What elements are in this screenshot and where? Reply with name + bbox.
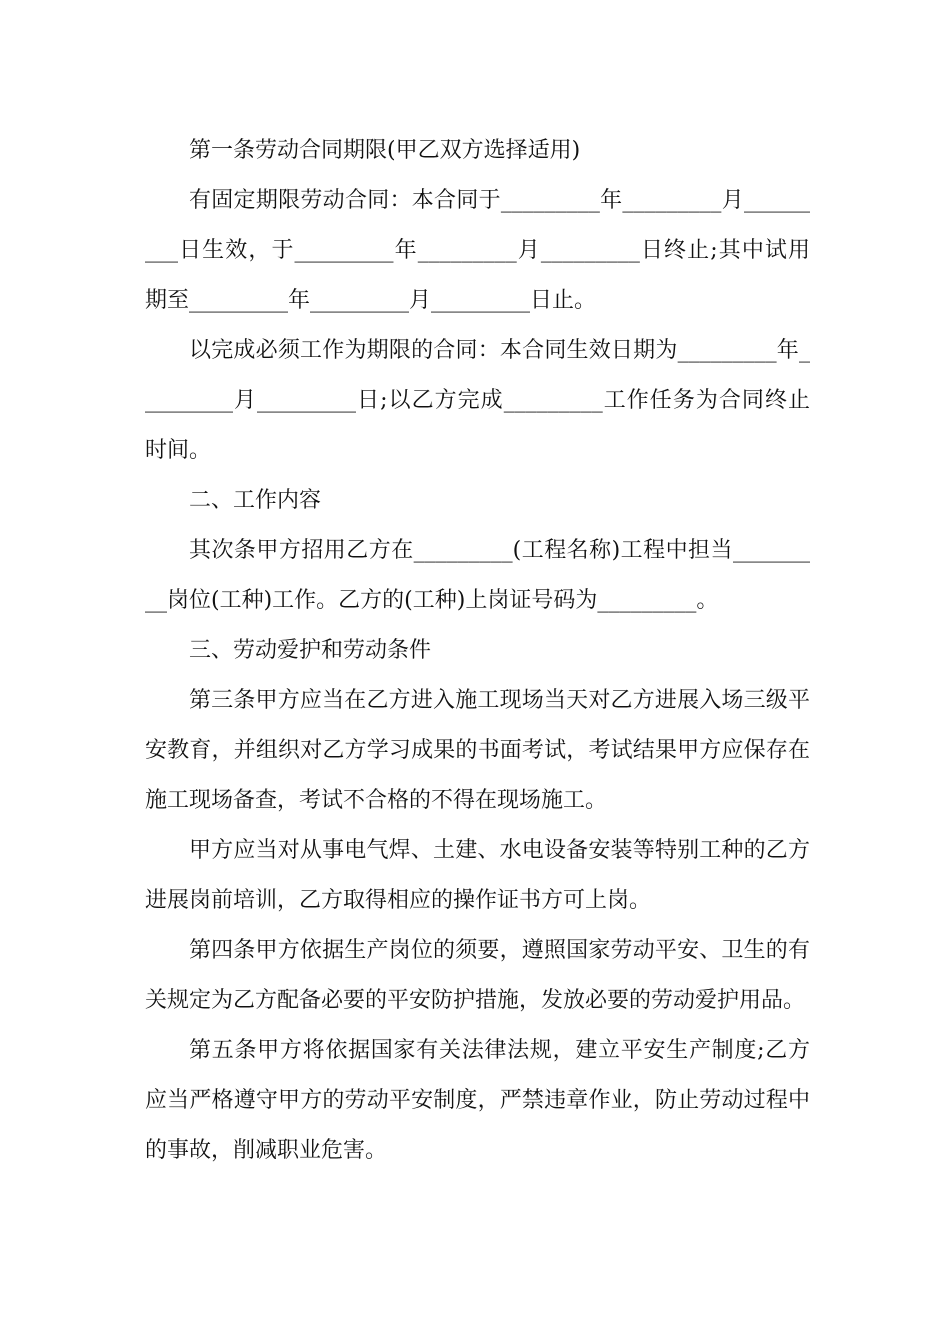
article-3-clause: 第三条甲方应当在乙方进入施工现场当天对乙方进展入场三级平安教育，并组织对乙方学习成果的书面考试，考试结果甲方应保存在施工现场备查，考试不合格的不得在现场施工。 [145, 688, 810, 813]
task-based-contract-clause: 以完成必须工作为期限的合同：本合同生效日期为_________年_________月_________日;以乙方完成_________工作任务为合同终止时间。 [145, 338, 810, 463]
article-2-clause: 其次条甲方招用乙方在_________(工程名称)工程中担当_________岗位(工种)工作。乙方的(工种)上岗证号码为_________。 [145, 538, 810, 613]
special-trades-training-clause: 甲方应当对从事电气焊、土建、水电设备安装等特别工种的乙方进展岗前培训，乙方取得相应的操作证书方可上岗。 [145, 838, 810, 913]
article-5-clause: 第五条甲方将依据国家有关法律法规，建立平安生产制度;乙方应当严格遵守甲方的劳动平安制度，严禁违章作业，防止劳动过程中的事故，削减职业危害。 [145, 1038, 810, 1163]
article-1-heading: 第一条劳动合同期限(甲乙双方选择适用) [189, 138, 581, 163]
section-3-heading: 三、劳动爱护和劳动条件 [189, 638, 432, 663]
fixed-term-contract-clause: 有固定期限劳动合同：本合同于_________年_________月_________日生效，于_________年_________月_________日终止;其中试用期至_________年_________月_________日止。 [145, 188, 810, 313]
article-4-clause: 第四条甲方依据生产岗位的须要，遵照国家劳动平安、卫生的有关规定为乙方配备必要的平安防护措施，发放必要的劳动爱护用品。 [145, 938, 810, 1013]
section-2-heading: 二、工作内容 [189, 488, 322, 513]
document-body [145, 126, 810, 1176]
